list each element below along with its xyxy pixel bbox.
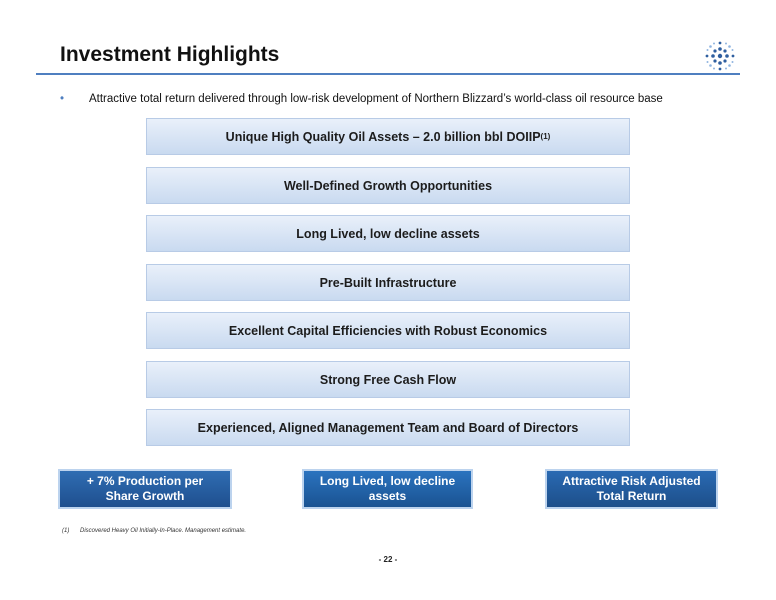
page-title: Investment Highlights (60, 43, 280, 66)
highlight-label: Pre-Built Infrastructure (319, 275, 457, 290)
bullet-marker: • (60, 93, 65, 105)
title-divider (36, 73, 740, 75)
highlight-management (146, 409, 630, 446)
page-number: - 22 - (378, 555, 398, 564)
callout-line: + 7% Production per (86, 474, 204, 488)
highlight-growth (146, 167, 630, 204)
callout-line: Total Return (596, 489, 667, 503)
highlight-long-lived (146, 215, 630, 252)
highlight-oil-assets: Unique High Quality Oil Assets – 2.0 billion bbl DOIIP (1) (146, 118, 630, 155)
highlight-label: Strong Free Cash Flow (319, 372, 457, 387)
highlight-label: Long Lived, low decline assets (296, 226, 480, 241)
callout-line: Share Growth (105, 489, 185, 503)
callout-total-return (545, 469, 718, 509)
summary-text: Attractive total return delivered through low-risk development of Northern Blizzard’s world-class oil resource base (89, 93, 663, 105)
highlight-infrastructure (146, 264, 630, 301)
highlight-capital-efficiency (146, 312, 630, 349)
callout-production-growth (58, 469, 232, 509)
snowflake-icon (702, 38, 738, 74)
footnote-number: (1) (62, 528, 70, 534)
highlight-label: Well-Defined Growth Opportunities (283, 178, 493, 193)
highlight-label: Excellent Capital Efficiencies with Robust Economics (228, 323, 548, 338)
highlight-label: Unique High Quality Oil Assets – 2.0 billion bbl DOIIP (225, 129, 541, 144)
highlight-label: Experienced, Aligned Management Team and Board of Directors (197, 420, 579, 435)
callout-line: Long Lived, low decline (319, 474, 456, 488)
callout-long-lived (302, 469, 473, 509)
footnote-text: Discovered Heavy Oil Initially-In-Place. Management estimate. (80, 528, 247, 534)
callout-line: assets (368, 489, 407, 503)
callout-line: Attractive Risk Adjusted (562, 474, 701, 488)
footnote (62, 528, 246, 534)
highlight-free-cash-flow (146, 361, 630, 398)
